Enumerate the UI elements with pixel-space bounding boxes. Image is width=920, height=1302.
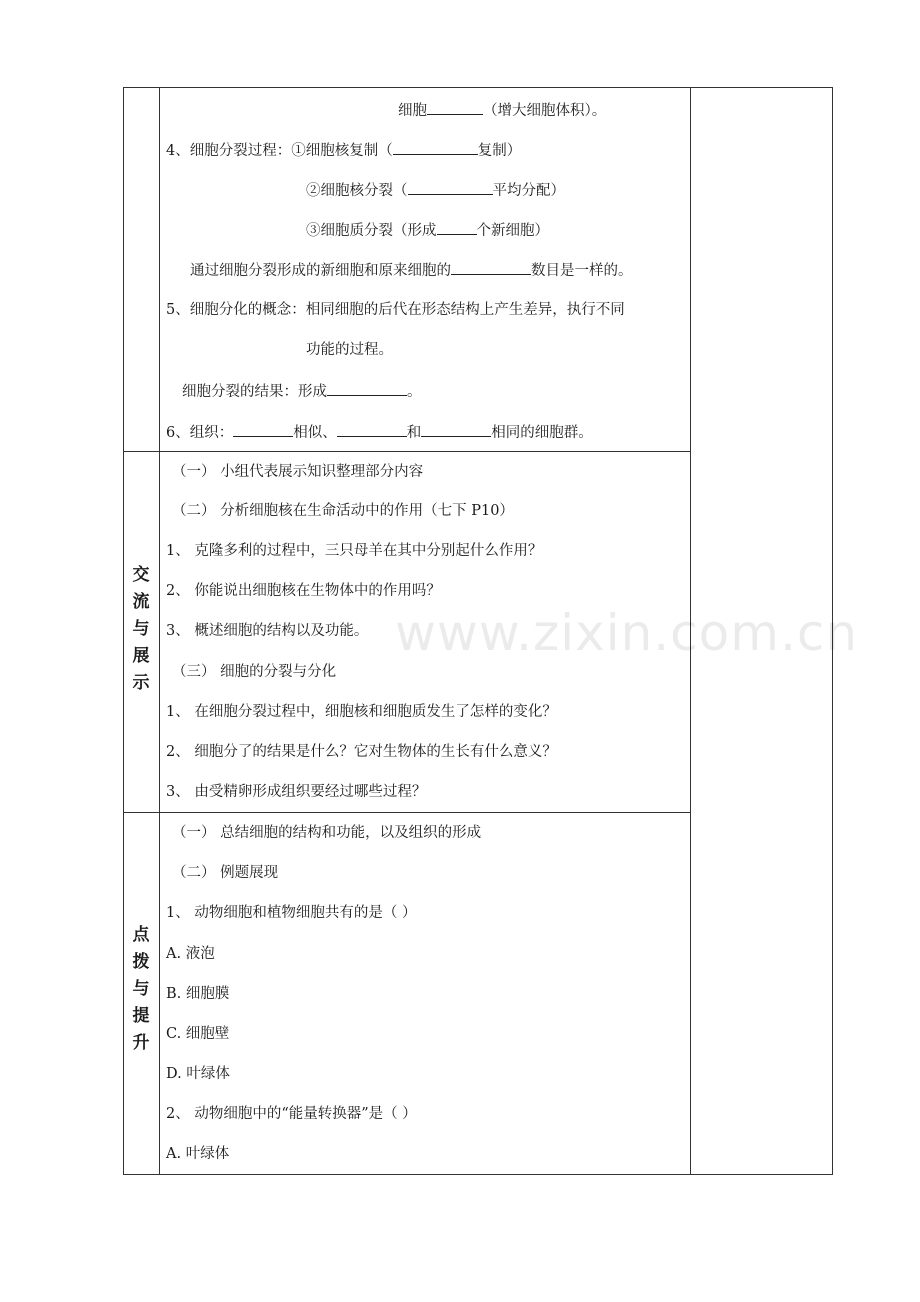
label-char: 拨 [132, 952, 150, 972]
fill-blank [233, 421, 293, 437]
text-line: （二） 例题展现 [172, 865, 279, 881]
label-char: 流 [132, 592, 150, 612]
text-line: B. 细胞膜 [166, 986, 230, 1002]
fill-blank [451, 259, 531, 275]
text-fragment: 个新细胞） [476, 223, 549, 239]
text-line: 1、 克隆多利的过程中，三只母羊在其中分别起什么作用？ [166, 543, 543, 559]
text-line: （一） 小组代表展示知识整理部分内容 [172, 464, 424, 480]
label-char: 与 [132, 619, 150, 639]
text-fragment: 通过细胞分裂形成的新细胞和原来细胞的 [190, 263, 451, 279]
text-line: 1、 在细胞分裂过程中，细胞核和细胞质发生了怎样的变化？ [166, 704, 557, 720]
text-line: D. 叶绿体 [166, 1066, 230, 1082]
text-line: 2、 你能说出细胞核在生物体中的作用吗？ [166, 583, 441, 599]
section-label-guidance [124, 922, 158, 1057]
text-fragment: 细胞 [398, 103, 427, 119]
text-line [182, 380, 422, 402]
text-line: 2、 细胞分了的结果是什么？它对生物体的生长有什么意义？ [166, 744, 557, 760]
text-line [166, 139, 521, 161]
fill-blank [327, 380, 407, 396]
section-label-exchange [124, 562, 158, 697]
text-line: 5、细胞分化的概念：相同细胞的后代在形态结构上产生差异，执行不同 [166, 302, 625, 318]
label-char: 提 [132, 1006, 150, 1026]
text-fragment: 和 [406, 425, 422, 441]
fill-blank [421, 421, 491, 437]
text-line: 1、 动物细胞和植物细胞共有的是（ ） [166, 905, 417, 921]
label-char: 升 [132, 1033, 150, 1053]
text-line: （一） 总结细胞的结构和功能，以及组织的形成 [172, 825, 482, 841]
text-fragment: 相同的细胞群。 [491, 425, 593, 441]
text-fragment: 4、细胞分裂过程：①细胞核复制（ [166, 143, 393, 159]
label-char: 交 [132, 565, 150, 585]
text-line: 3、 概述细胞的结构以及功能。 [166, 623, 369, 639]
text-line: A. 液泡 [166, 946, 215, 962]
fill-blank [408, 179, 493, 195]
fill-blank [427, 99, 483, 115]
text-line [190, 259, 633, 281]
text-line [166, 421, 593, 443]
text-fragment: 。 [407, 384, 422, 400]
text-line: 3、 由受精卵形成组织要经过哪些过程？ [166, 784, 427, 800]
text-line [306, 179, 565, 201]
text-fragment: 相似、 [293, 425, 337, 441]
text-fragment: 数目是一样的。 [531, 263, 633, 279]
text-fragment: 细胞分裂的结果：形成 [182, 384, 327, 400]
text-line [398, 99, 606, 121]
text-line: A. 叶绿体 [166, 1146, 230, 1162]
text-line: 功能的过程。 [306, 342, 393, 358]
fill-blank [437, 219, 477, 235]
text-line [306, 219, 549, 241]
text-fragment: ②细胞核分裂（ [306, 183, 408, 199]
text-fragment: 平均分配） [492, 183, 565, 199]
text-fragment: ③细胞质分裂（形成 [306, 223, 437, 239]
label-char: 展 [132, 646, 150, 666]
text-line: C. 细胞壁 [166, 1026, 230, 1042]
label-char: 示 [132, 673, 150, 693]
label-char: 点 [132, 925, 150, 945]
text-fragment: 复制） [477, 143, 522, 159]
row-divider-2 [124, 812, 690, 813]
text-fragment: 6、组织： [166, 425, 234, 441]
text-fragment: （增大细胞体积）。 [483, 103, 607, 119]
label-char: 与 [132, 979, 150, 999]
text-line: （三） 细胞的分裂与分化 [172, 664, 337, 680]
fill-blank [337, 421, 407, 437]
fill-blank [393, 139, 478, 155]
text-line: （二） 分析细胞核在生命活动中的作用（七下 P10） [172, 503, 514, 519]
watermark: www.zixin.com.cn [395, 604, 859, 662]
text-line: 2、 动物细胞中的“能量转换器”是（ ） [166, 1106, 417, 1122]
column-divider-left [159, 88, 160, 1174]
row-divider-1 [124, 451, 690, 452]
